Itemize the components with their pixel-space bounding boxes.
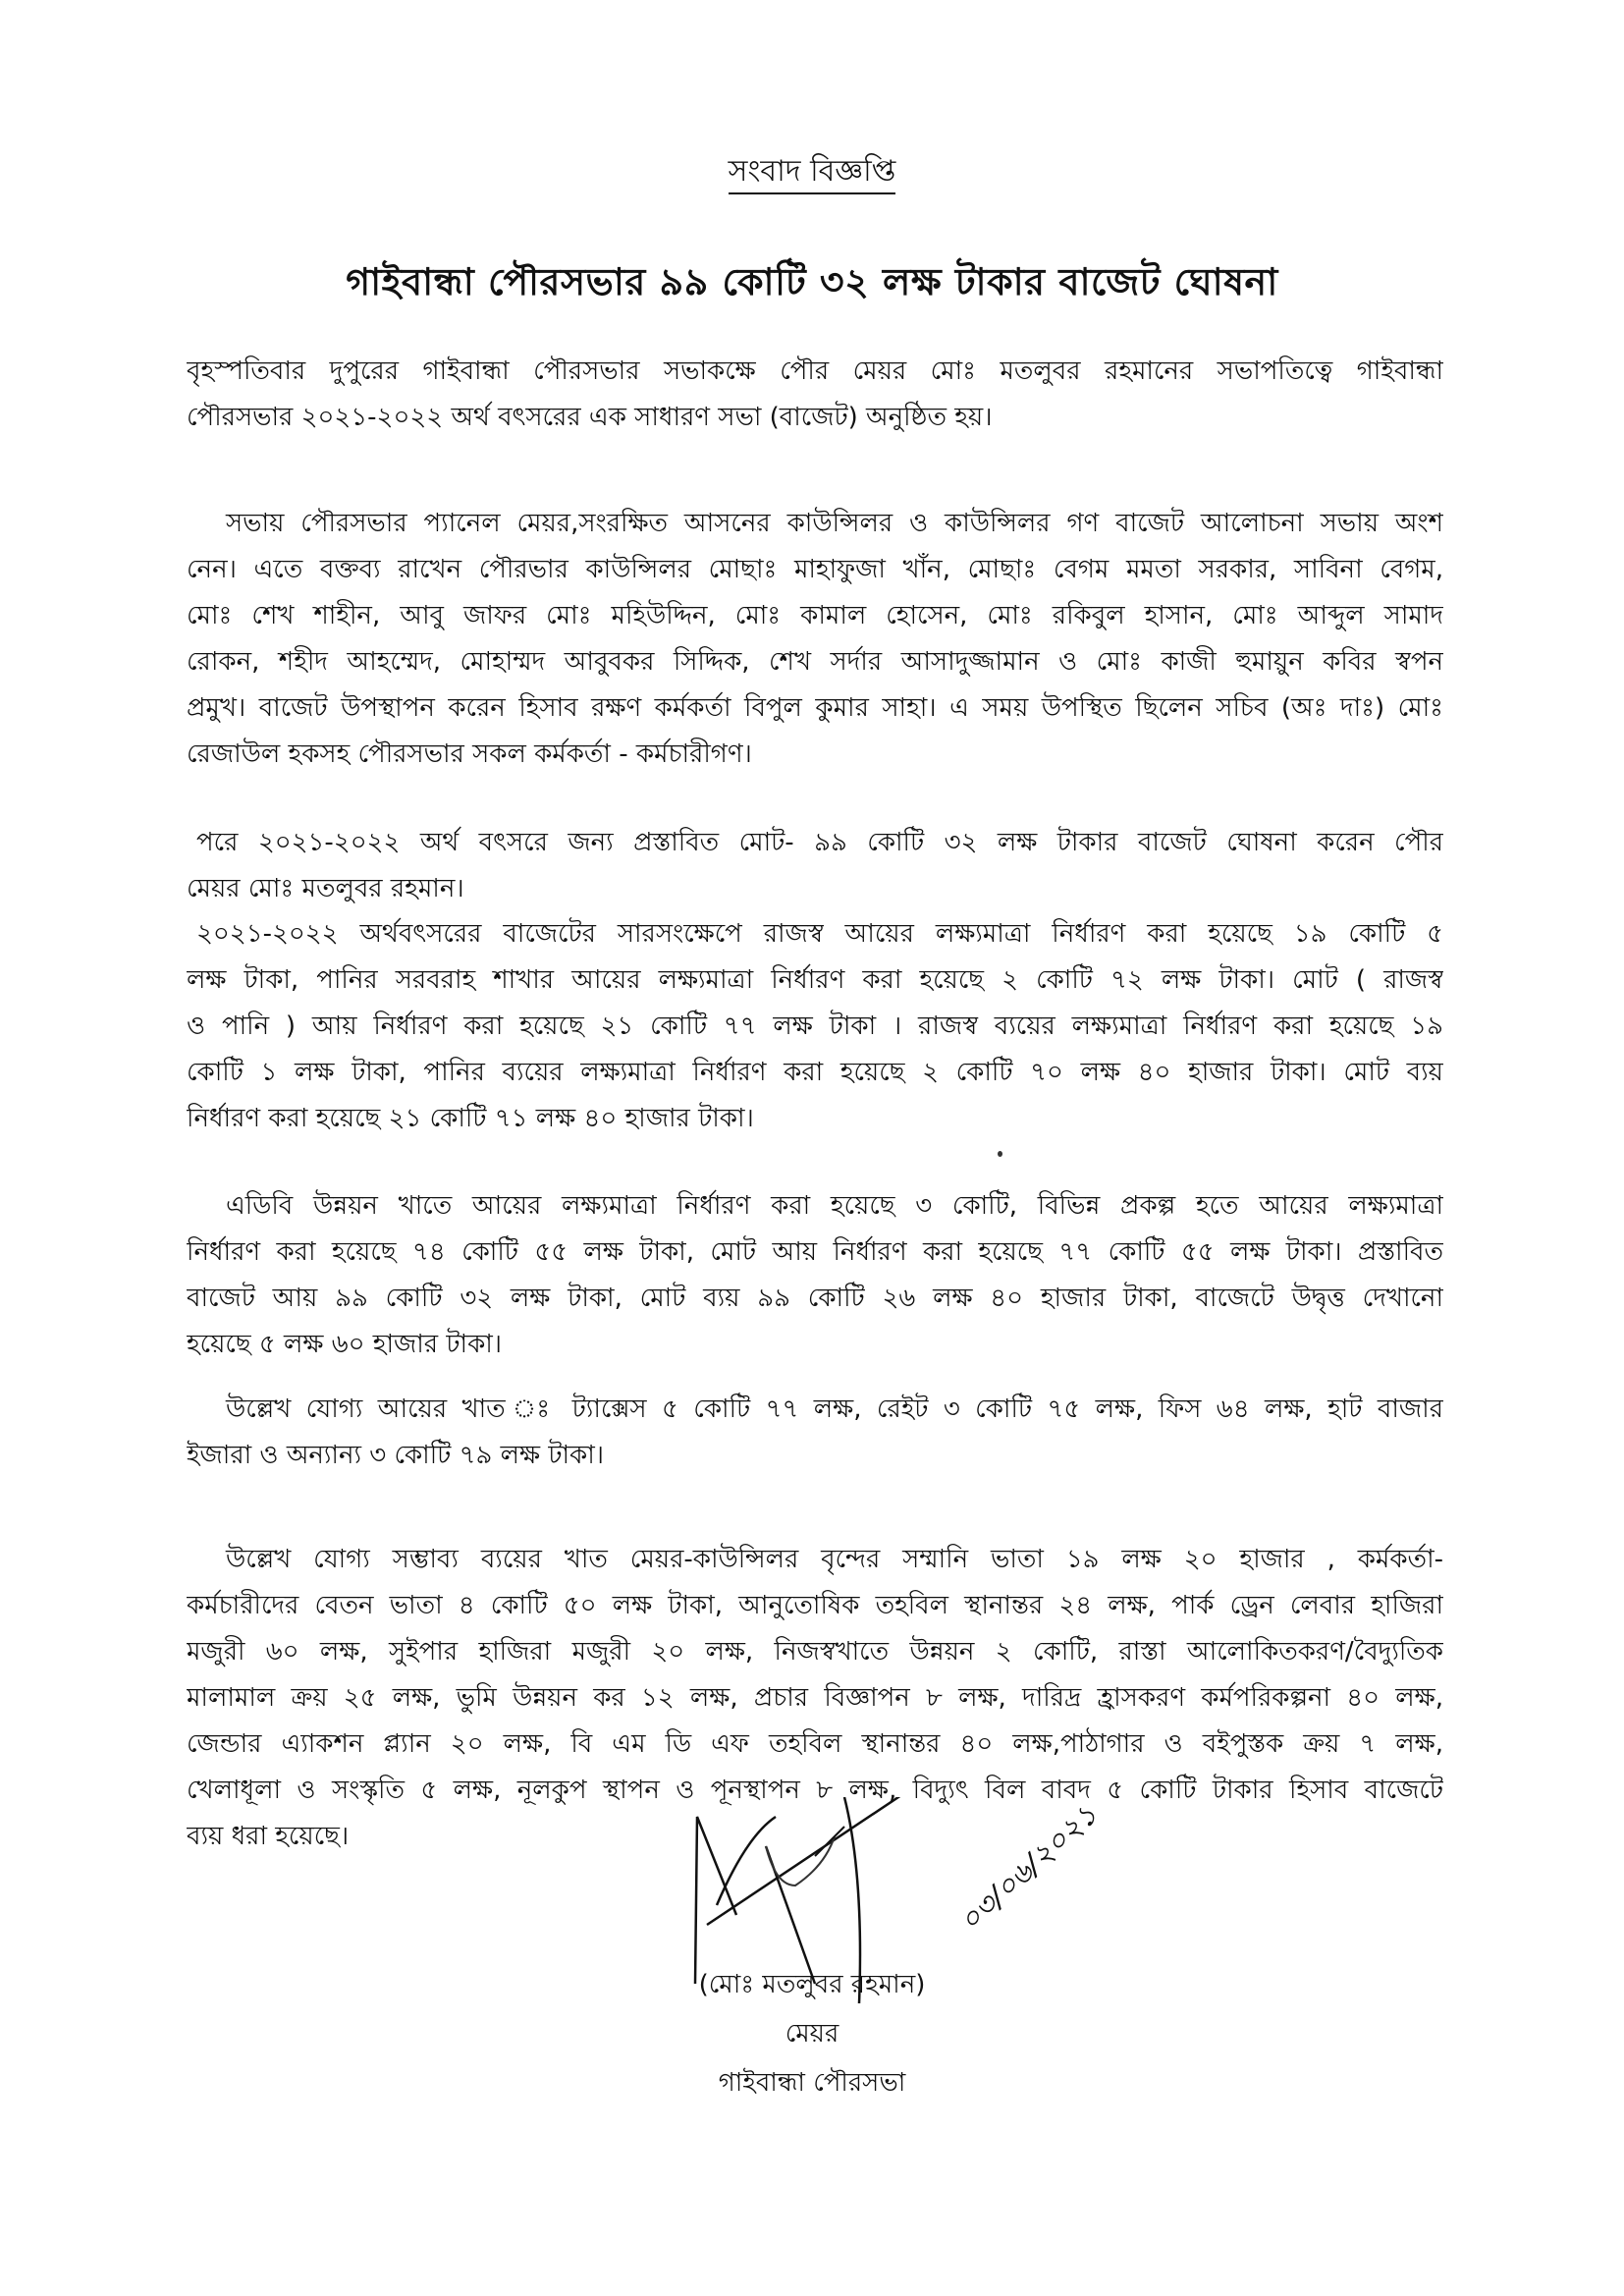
text-line: উল্লেখ যোগ্য সম্ভাব্য ব্যয়ের খাত মেয়র-কাউন্সিলর বৃন্দের সম্মানি ভাতা ১৯ লক্ষ ২০ হাজার , কর্মকর্তা-: [226, 1545, 1443, 1574]
text-line: এডিবি উন্নয়ন খাতে আয়ের লক্ষ্যমাত্রা নির্ধারণ করা হয়েছে ৩ কোটি, বিভিন্ন প্রকল্প হতে আয়ের লক্ষ্যমাত্রা: [226, 1191, 1443, 1221]
text-line: ব্যয় ধরা হয়েছে।: [187, 1822, 350, 1851]
text-line: সভায় পৌরসভার প্যানেল মেয়র,সংরক্ষিত আসনের কাউন্সিলর ও কাউন্সিলর গণ বাজেট আলোচনা সভায় অংশ: [226, 509, 1443, 538]
text-line: বাজেট আয় ৯৯ কোটি ৩২ লক্ষ টাকা, মোট ব্যয় ৯৯ কোটি ২৬ লক্ষ ৪০ হাজার টাকা, বাজেটে উদ্বৃত্ত দেখানো: [187, 1284, 1443, 1313]
text-line: নির্ধারণ করা হয়েছে ২১ কোটি ৭১ লক্ষ ৪০ হাজার টাকা।: [187, 1104, 754, 1133]
text-line: রেজাউল হকসহ পৌরসভার সকল কর্মকর্তা - কর্মচারীগণ।: [187, 739, 752, 769]
text-line: খেলাধূলা ও সংস্কৃতি ৫ লক্ষ, নূলকুপ স্থাপন ও পূনস্থাপন ৮ লক্ষ, বিদ্যুৎ বিল বাবদ ৫ কোটি টাকার হিসাব বাজেটে: [187, 1776, 1443, 1805]
text-line: মোঃ শেখ শাহীন, আবু জাফর মোঃ মহিউদ্দিন, মোঃ কামাল হোসেন, মোঃ রকিবুল হাসান, মোঃ আব্দুল সামাদ: [187, 601, 1443, 630]
paragraph-income-heads: [187, 1387, 1443, 1479]
text-line: পৌরসভার ২০২১-২০২২ অর্থ বৎসরের এক সাধারণ সভা (বাজেট) অনুষ্ঠিত হয়।: [187, 403, 993, 432]
text-line: প্রমুখ। বাজেট উপস্থাপন করেন হিসাব রক্ষণ কর্মকর্তা বিপুল কুমার সাহা। এ সময় উপস্থিত ছিলেন সচিব (অঃ দাঃ) মোঃ: [187, 693, 1443, 723]
paragraph-adp-income: [187, 1183, 1443, 1368]
signatory-office: গাইবান্ধা পৌরসভা: [718, 2068, 906, 2098]
text-line: কর্মচারীদের বেতন ভাতা ৪ কোটি ৫০ লক্ষ টাকা, আনুতোষিক তহবিল স্থানান্তর ২৪ লক্ষ, পার্ক ড্রেন লেবার হাজিরা: [187, 1591, 1443, 1620]
text-line: মজুরী ৬০ লক্ষ, সুইপার হাজিরা মজুরী ২০ লক্ষ, নিজস্বখাতে উন্নয়ন ২ কোটি, রাস্তা আলোকিতকরণ/বৈদ্যুতিক: [187, 1637, 1443, 1667]
text-line: মালামাল ক্রয় ২৫ লক্ষ, ভুমি উন্নয়ন কর ১২ লক্ষ, প্রচার বিজ্ঞাপন ৮ লক্ষ, দারিদ্র হ্রাসকরণ কর্মপরিকল্পনা ৪০ লক্ষ,: [187, 1683, 1443, 1713]
scan-speck: [998, 1151, 1002, 1157]
text-line: মেয়র মোঃ মতলুবর রহমান।: [187, 874, 464, 903]
document-title: গাইবান্ধা পৌরসভার ৯৯ কোটি ৩২ লক্ষ টাকার বাজেট ঘোষনা: [346, 260, 1278, 303]
paragraph-revenue-summary: [187, 911, 1443, 1142]
text-line: জেন্ডার এ্যাকশন প্ল্যান ২০ লক্ষ, বি এম ডি এফ তহবিল স্থানান্তর ৪০ লক্ষ,পাঠাগার ও বইপুস্তক ক্রয় ৭ লক্ষ,: [187, 1729, 1443, 1759]
press-release-subtitle: সংবাদ বিজ্ঞপ্তি: [0, 147, 1624, 197]
text-line: কোটি ১ লক্ষ টাকা, পানির ব্যয়ের লক্ষ্যমাত্রা নির্ধারণ করা হয়েছে ২ কোটি ৭০ লক্ষ ৪০ হাজার টাকা। মোট ব্যয়: [187, 1058, 1443, 1087]
paragraph-budget-announcement: [187, 820, 1443, 912]
text-line: ২০২১-২০২২ অর্থবৎসরের বাজেটের সারসংক্ষেপে রাজস্ব আয়ের লক্ষ্যমাত্রা নির্ধারণ করা হয়েছে ১৯ কোটি ৫: [196, 919, 1443, 949]
text-line: বৃহস্পতিবার দুপুরের গাইবান্ধা পৌরসভার সভাকক্ষে পৌর মেয়র মোঃ মতলুবর রহমানের সভাপতিত্বে গাইবান্ধা: [187, 356, 1443, 386]
text-line: উল্লেখ যোগ্য আয়ের খাত ঃ ট্যাক্সেস ৫ কোটি ৭৭ লক্ষ, রেইট ৩ কোটি ৭৫ লক্ষ, ফিস ৬৪ লক্ষ, হাট বাজার: [226, 1394, 1443, 1424]
text-line: ইজারা ও অন্যান্য ৩ কোটি ৭৯ লক্ষ টাকা।: [187, 1441, 605, 1470]
text-line: নেন। এতে বক্তব্য রাখেন পৌরভার কাউন্সিলর মোছাঃ মাহাফুজা খাঁন, মোছাঃ বেগম মমতা সরকার, সাবিনা বেগম,: [187, 555, 1443, 584]
text-line: রোকন, শহীদ আহম্মেদ, মোহাম্মদ আবুবকর সিদ্দিক, শেখ সর্দার আসাদুজ্জামান ও মোঃ কাজী হুমায়ুন কবির স্বপন: [187, 647, 1443, 677]
text-line: হয়েছে ৫ লক্ষ ৬০ হাজার টাকা।: [187, 1330, 503, 1359]
signatory-name: (মোঃ মতলুবর রহমান): [698, 1970, 926, 1999]
text-line: ও পানি ) আয় নির্ধারণ করা হয়েছে ২১ কোটি ৭৭ লক্ষ টাকা । রাজস্ব ব্যয়ের লক্ষ্যমাত্রা নির্ধারণ করা হয়েছে ১৯: [187, 1011, 1443, 1041]
paragraph-attendees: [187, 501, 1443, 778]
text-line: নির্ধারণ করা হয়েছে ৭৪ কোটি ৫৫ লক্ষ টাকা, মোট আয় নির্ধারণ করা হয়েছে ৭৭ কোটি ৫৫ লক্ষ টাকা। প্রস্তাবিত: [187, 1237, 1443, 1267]
text-line: পরে ২০২১-২০২২ অর্থ বৎসরে জন্য প্রস্তাবিত মোট- ৯৯ কোটি ৩২ লক্ষ টাকার বাজেট ঘোষনা করেন পৌর: [196, 828, 1443, 857]
signatory-designation: মেয়র: [785, 2019, 839, 2049]
handwritten-date: ০৩/০৬/২০২১: [952, 1797, 1105, 1940]
paragraph-meeting-intro: [187, 349, 1443, 441]
text-line: লক্ষ টাকা, পানির সরবরাহ শাখার আয়ের লক্ষ্যমাত্রা নির্ধারণ করা হয়েছে ২ কোটি ৭২ লক্ষ টাকা। মোট ( রাজস্ব: [187, 965, 1443, 995]
